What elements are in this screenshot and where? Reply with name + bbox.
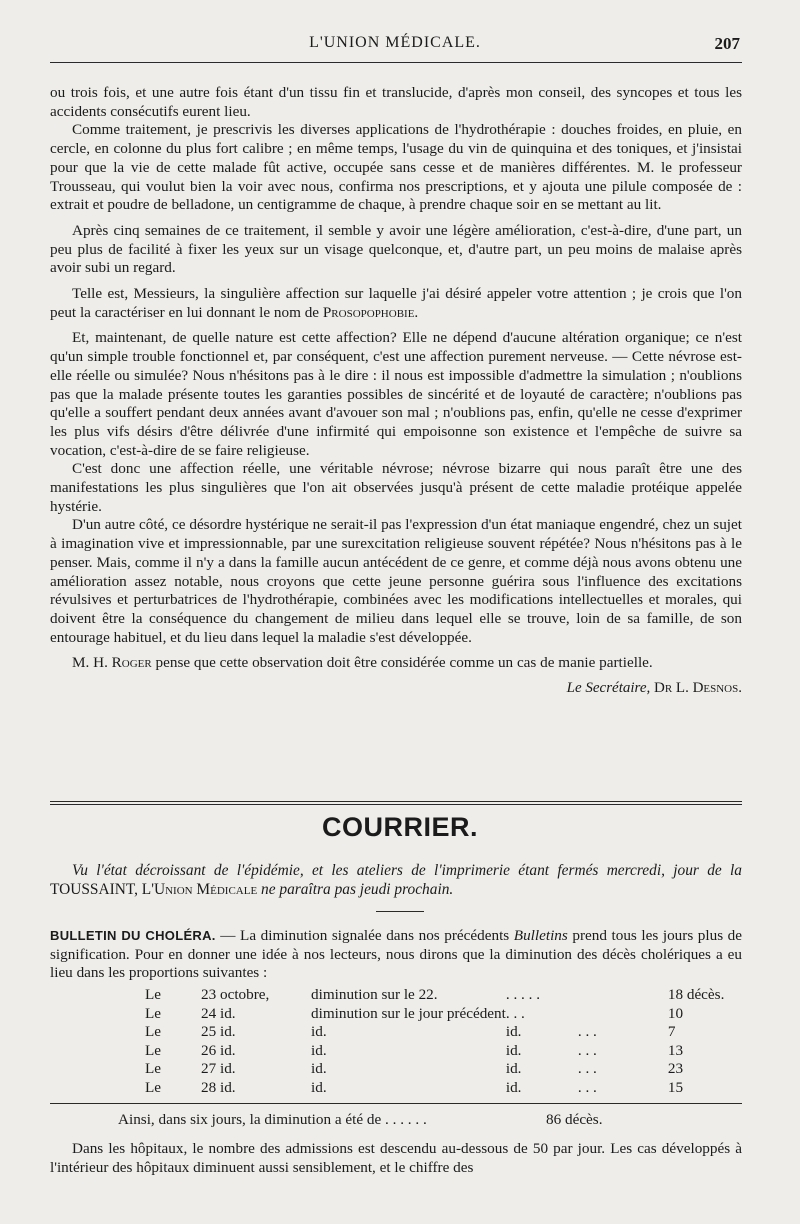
table-row — [145, 986, 738, 1005]
roger-text: pense que cette observation doit être considérée comme un cas de manie partielle. — [155, 654, 653, 672]
short-divider — [376, 911, 424, 912]
table-cell: 23 octobre, — [201, 986, 270, 1003]
table-cell: diminution sur le 22. — [311, 986, 438, 1003]
table-cell: id. — [505, 1078, 522, 1096]
table-cell: id. — [311, 1023, 327, 1041]
notice-toussaint: TOUSSAINT, — [50, 881, 138, 898]
paragraph-1: ou trois fois, et une autre fois étant d'un tissu fin et translucide, d'après mon conseil, des syncopes et tous les accidents consécutifs eurent lieu. — [50, 84, 742, 120]
table-cell: 28 id. — [201, 1078, 236, 1096]
table-row — [145, 1005, 738, 1024]
table-cell: 25 id. — [201, 1023, 236, 1041]
table-row — [145, 1042, 738, 1061]
prosopophobie-term: Prosopophobie — [322, 303, 415, 321]
paragraph-7: D'un autre côté, ce désordre hystérique ne serait-il pas l'expression d'un état maniaque engendré, chez un sujet à imagination vive et impressionnable, par une surexcitation religieuse souvent répétée? Nous n'hésitons pas à le penser. Mais, comme il n'y a dans la famille aucun antécédent de ce genre, et comme déjà nous avons obtenu une amélioration assez notable, nous croyons que cette jeune personne guérira sous l'influence des excitations révulsives et perturbatrices de l'hydrothérapie, combinées avec les modifications intellectuelles et morales, qui doivent être la conséquence du changement de milieu dans lequel elle se trouve, loin de sa famille, de son entourage habituel, et du lieu dans lequel la maladie s'est développée. — [50, 516, 742, 646]
cholera-total — [50, 1111, 742, 1130]
table-cell: diminution sur le jour précédent — [311, 1004, 506, 1022]
paragraph-5: Et, maintenant, de quelle nature est cette affection? Elle ne dépend d'aucune altération organique; ce n'est qu'un simple trouble fonctionnel et, par conséquent, c'est une affection purement nerveuse. — Cette névrose est-elle réelle ou simulée? Nous n'hésitons pas à le dire : il nous est impossible d'admettre la simulation ; n'oublions pas que la malade présente toutes les garanties possibles de sincérité et de loyauté de caractère; n'oublions pas qu'elle a souffert pendant deux années avant d'avouer son mal ; n'oublions pas, enfin, qu'elle ne cesse d'exprimer les plus vifs désirs d'être délivrée d'une infirmité qui empoisonne son existence et l'empêche de suivre sa vocation, c'est-à-dire de se faire religieuse. — [50, 329, 742, 459]
header-rule — [50, 62, 742, 63]
table-cell: id. — [505, 1060, 522, 1078]
table-cell: 18 décès. — [667, 986, 725, 1003]
table-cell: 10 — [667, 1004, 684, 1022]
table-cell: . . . — [577, 1023, 597, 1041]
signature — [50, 679, 742, 698]
paragraph-2: Comme traitement, je prescrivis les diverses applications de l'hydrothérapie : douches froides, en pluie, en cercle, en colonne du plus fort calibre ; en même temps, l'usage du vin de quinquina et des toniques, et j'insistai pour que la vie de cette malade fût active, occupée sans cesse et de manières différentes. M. le professeur Trousseau, qui voulut bien la voir avec nous, confirma nos prescriptions, et y ajouta une pilule composée de : extrait et poudre de belladone, un centigramme de chaque, à prendre chaque soir en se mettant au lit. — [50, 121, 742, 214]
table-cell: 23 — [667, 1060, 684, 1078]
bulletin-text-1: — La diminution signalée dans nos précédents — [220, 927, 510, 944]
roger-remark — [50, 654, 742, 673]
table-row — [145, 1060, 738, 1079]
table-cell: id. — [311, 1041, 327, 1059]
signature-name: Dr L. Desnos. — [653, 680, 742, 697]
table-cell: 24 id. — [201, 1004, 236, 1022]
closure-notice-text — [50, 861, 742, 899]
cholera-bulletin — [50, 927, 742, 983]
page-number: 207 — [714, 34, 740, 53]
table-cell: id. — [311, 1060, 327, 1078]
table-cell: Le — [145, 1023, 162, 1041]
table-cell: 15 — [667, 1078, 684, 1096]
cholera-table — [145, 986, 738, 1098]
table-cell: 7 — [667, 1023, 676, 1041]
paragraph-3: Après cinq semaines de ce traitement, il semble y avoir une légère amélioration, c'est-à-dire, d'une part, un peu plus de facilité à fixer les yeux sur un visage quelconque, et, d'autre part, un peu moins de malaise après avoir subi un regard. — [50, 221, 742, 277]
section-rule-bottom — [50, 804, 742, 805]
table-cell: id. — [311, 1078, 327, 1096]
section-rule-top — [50, 801, 742, 802]
table-sum-rule — [50, 1103, 742, 1104]
paragraph-4-text: Telle est, Messieurs, la singulière affection sur laquelle j'ai désiré appeler votre attention ; je crois que l'on peut la caractériser en lui donnant le nom de — [50, 285, 742, 321]
table-cell: . . . — [577, 1060, 597, 1078]
table-cell: Le — [145, 1004, 162, 1022]
table-cell: . . . — [577, 1041, 597, 1059]
notice-before: Vu l'état décroissant de l'épidémie, et les ateliers de l'imprimerie étant fermés mercredi, jour de la — [72, 862, 742, 879]
paragraph-4: Telle est, Messieurs, la singulière affection sur laquelle j'ai désiré appeler votre attention ; je crois que l'on peut la caractériser en lui donnant le nom de Prosopophobie. — [50, 285, 742, 321]
closure-notice — [50, 861, 742, 899]
table-cell: . . . — [577, 1078, 597, 1096]
paragraph-6: C'est donc une affection réelle, une véritable névrose; névrose bizarre qui nous paraît être une des manifestations les plus singulières que l'on ait observées jusqu'à présent de cette maladie protéique appelée hystérie. — [50, 460, 742, 515]
notice-journal: L'Union Médicale — [141, 881, 258, 898]
table-cell: id. — [505, 1041, 522, 1059]
table-cell: Le — [145, 1060, 162, 1078]
bulletin-text-2: prend tous les jours plus de signification. Pour en donner une idée à nos lecteurs, nous dirons que la diminution des décès cholériques a eu lieu dans les proportions suivantes : — [50, 927, 743, 982]
table-row — [145, 1079, 738, 1098]
table-cell: 13 — [667, 1041, 684, 1059]
signature-role: Le Secrétaire, — [566, 680, 651, 697]
table-cell: 26 id. — [201, 1041, 236, 1059]
closing-text: Dans les hôpitaux, le nombre des admissions est descendu au-dessous de 50 par jour. Les cas développés à l'intérieur des hôpitaux diminuent aussi sensiblement, et le chiffre des — [50, 1140, 742, 1176]
total-text: Ainsi, dans six jours, la diminution a été de . . . . . . — [118, 1111, 427, 1128]
bulletins-word: Bulletins — [513, 927, 568, 944]
table-cell: 27 id. — [201, 1060, 236, 1078]
running-header — [50, 34, 740, 58]
closing-paragraph — [50, 1140, 742, 1177]
table-cell: Le — [145, 1041, 162, 1059]
table-cell — [578, 986, 668, 1005]
table-cell: Le — [145, 986, 162, 1003]
table-cell: Le — [145, 1078, 162, 1096]
article-body — [50, 84, 742, 698]
table-cell: . . . . . — [505, 986, 541, 1003]
courrier-heading: COURRIER. — [321, 812, 478, 842]
journal-title: L'UNION MÉDICALE. — [309, 34, 481, 51]
table-cell: . . . — [505, 1004, 525, 1022]
table-row — [145, 1023, 738, 1042]
table-cell: id. — [505, 1023, 522, 1041]
table-cell — [578, 1005, 668, 1024]
bulletin-lead: BULLETIN DU CHOLÉRA. — [50, 928, 216, 943]
roger-name: M. H. Roger — [72, 654, 152, 672]
notice-after: ne paraîtra pas jeudi prochain. — [261, 881, 454, 898]
total-value: 86 décès. — [546, 1111, 603, 1128]
